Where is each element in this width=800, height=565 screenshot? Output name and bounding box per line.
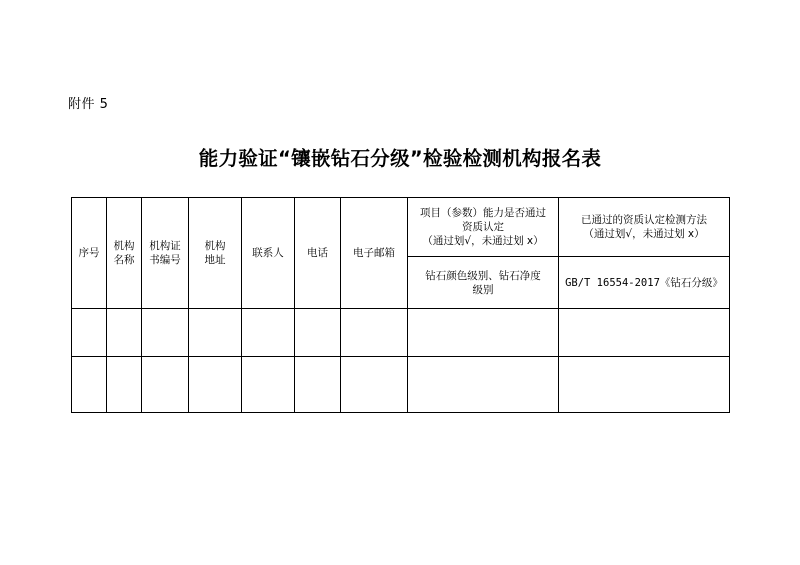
cell-email[interactable] <box>341 357 408 413</box>
cell-email[interactable] <box>341 309 408 357</box>
cell-seq[interactable] <box>72 357 107 413</box>
cell-method[interactable] <box>559 357 730 413</box>
header-address: 机构 地址 <box>189 198 242 309</box>
header-passed-methods: 已通过的资质认定检测方法 （通过划√，未通过划 x） <box>559 198 730 257</box>
table-row <box>72 357 730 413</box>
header-row <box>72 198 730 257</box>
cell-project-param[interactable] <box>408 357 559 413</box>
registration-table <box>71 197 730 413</box>
cell-org-name[interactable] <box>107 309 142 357</box>
header-contact: 联系人 <box>242 198 295 309</box>
cell-phone[interactable] <box>295 309 341 357</box>
header-accreditation-question: 项目（参数）能力是否通过 资质认定 （通过划√，未通过划 x） <box>408 198 559 257</box>
subheader-method-standard: GB/T 16554-2017《钻石分级》 <box>559 257 730 309</box>
cell-seq[interactable] <box>72 309 107 357</box>
cell-org-name[interactable] <box>107 357 142 413</box>
header-seq: 序号 <box>72 198 107 309</box>
cell-cert-no[interactable] <box>142 357 189 413</box>
cell-address[interactable] <box>189 309 242 357</box>
cell-project-param[interactable] <box>408 309 559 357</box>
cell-contact[interactable] <box>242 309 295 357</box>
cell-address[interactable] <box>189 357 242 413</box>
page-title: 能力验证“镶嵌钻石分级”检验检测机构报名表 <box>198 147 602 170</box>
cell-method[interactable] <box>559 309 730 357</box>
cell-phone[interactable] <box>295 357 341 413</box>
header-cert-no: 机构证 书编号 <box>142 198 189 309</box>
header-email: 电子邮箱 <box>341 198 408 309</box>
table-row <box>72 309 730 357</box>
cell-cert-no[interactable] <box>142 309 189 357</box>
cell-contact[interactable] <box>242 357 295 413</box>
header-org-name: 机构 名称 <box>107 198 142 309</box>
annex-label: 附件 5 <box>68 97 109 112</box>
header-phone: 电话 <box>295 198 341 309</box>
subheader-project-param: 钻石颜色级别、钻石净度 级别 <box>408 257 559 309</box>
